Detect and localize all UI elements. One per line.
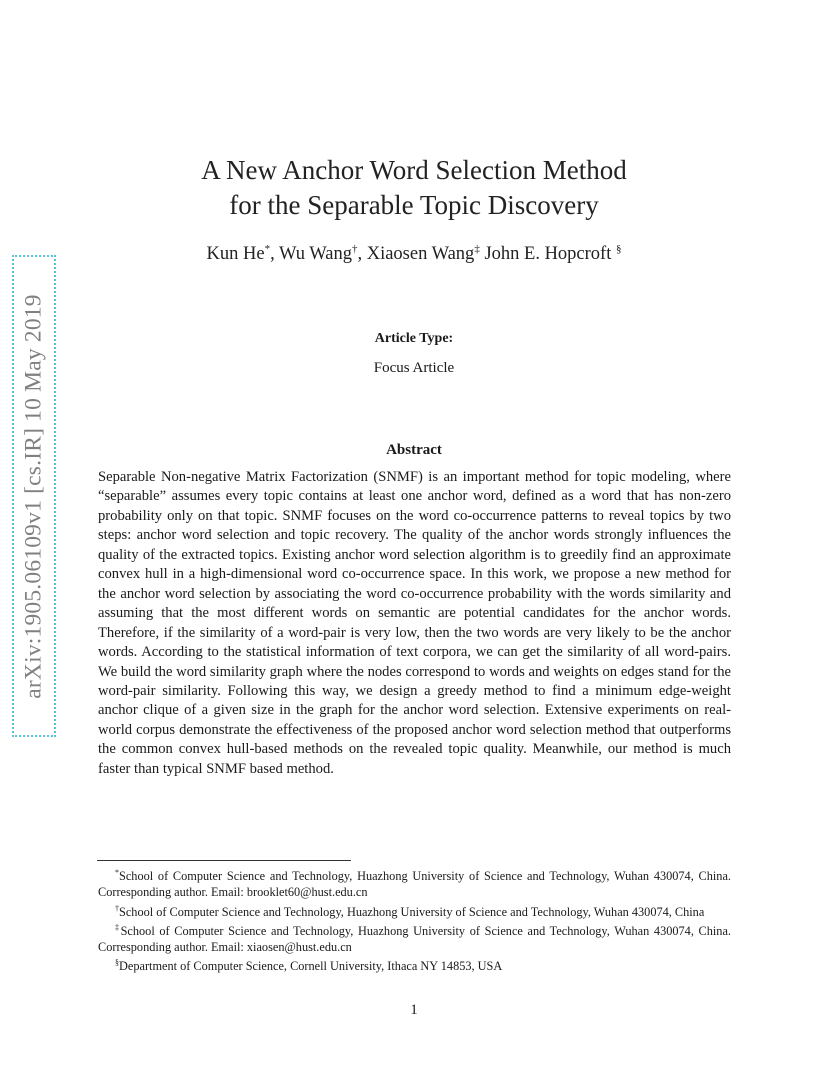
- footnote-divider: [97, 860, 351, 861]
- article-type-value: Focus Article: [373, 360, 455, 376]
- footnote-text: School of Computer Science and Technology, Huazhong University of Science and Technology, Wuhan 430074, China. Corresponding author. Email: xiaosen@hust.edu.cn: [98, 923, 731, 955]
- footnote-mark: ‡: [115, 922, 121, 932]
- footnotes: [98, 865, 731, 975]
- footnote-text: Department of Computer Science, Cornell University, Ithaca NY 14853, USA: [119, 959, 503, 974]
- author-separator: ,: [270, 244, 279, 264]
- author-name: John E. Hopcroft: [484, 244, 616, 264]
- paper-title: [0, 153, 828, 223]
- abstract-body: Separable Non-negative Matrix Factorization (SNMF) is an important method for topic modeling, where “separable” assumes every topic contains at least one anchor word, defined as a word that has non-zero probability only on that topic. SNMF focuses on the word co-occurrence patterns to reveal topics by two steps: anchor word selection and topic recovery. The quality of the anchor words strongly influences the quality of the extracted topics. Existing anchor word selection algorithm is to greedily find an approximate convex hull in a high-dimensional word co-occurrence space. In this work, we propose a new method for the anchor word selection by associating the word co-occurrence probability with the words similarity and assuming that the most different words on semantic are potential candidates for the anchor words. Therefore, if the similarity of a word-pair is very low, then the two words are very likely to be the anchor words. According to the statistical information of text corpora, we can get the similarity of all word-pairs. We build the word similarity graph where the nodes correspond to words and weights on edges stand for the word-pair similarity. Following this way, we design a greedy method to find a minimum edge-weight anchor clique of a given size in the graph for the anchor word selection. Extensive experiments on real-world corpus demonstrate the effectiveness of the proposed anchor word selection method that outperforms the common convex hull-based methods on the revealed topic quality. Meanwhile, our method is much faster than typical SNMF based method.: [98, 469, 731, 777]
- author-footnote-mark: *: [264, 243, 271, 255]
- footnote-text: School of Computer Science and Technology, Huazhong University of Science and Technology, Wuhan 430074, China. Corresponding author. Email: brooklet60@hust.edu.cn: [98, 869, 731, 900]
- footnote-mark: *: [115, 868, 119, 877]
- author-footnote-mark: †: [351, 243, 358, 255]
- abstract-heading: Abstract: [386, 442, 442, 458]
- footnote-mark: †: [115, 903, 119, 913]
- author-footnote-mark: §: [615, 243, 622, 255]
- footnote-mark: §: [115, 958, 119, 968]
- author-name: Kun He: [206, 244, 265, 264]
- footnote-item: [98, 901, 731, 920]
- article-type-label: Article Type:: [374, 331, 454, 346]
- arxiv-identifier-box: [12, 255, 56, 737]
- author-list: [0, 243, 828, 265]
- footnote-item: [98, 865, 731, 901]
- author-separator: ,: [357, 244, 367, 264]
- arxiv-identifier: arXiv:1905.06109v1 [cs.IR] 10 May 2019: [20, 293, 47, 699]
- paper-title-line-2: for the Separable Topic Discovery: [229, 190, 599, 220]
- paper-title-line-1: A New Anchor Word Selection Method: [201, 155, 627, 185]
- footnote-text: School of Computer Science and Technology, Huazhong University of Science and Technology, Wuhan 430074, China: [119, 904, 705, 919]
- page-number: 1: [410, 1002, 418, 1018]
- author-name: Wu Wang: [279, 244, 352, 264]
- footnote-item: [98, 955, 731, 974]
- author-footnote-mark: ‡: [474, 243, 480, 255]
- author-name: Xiaosen Wang: [366, 244, 475, 264]
- footnote-item: [98, 920, 731, 956]
